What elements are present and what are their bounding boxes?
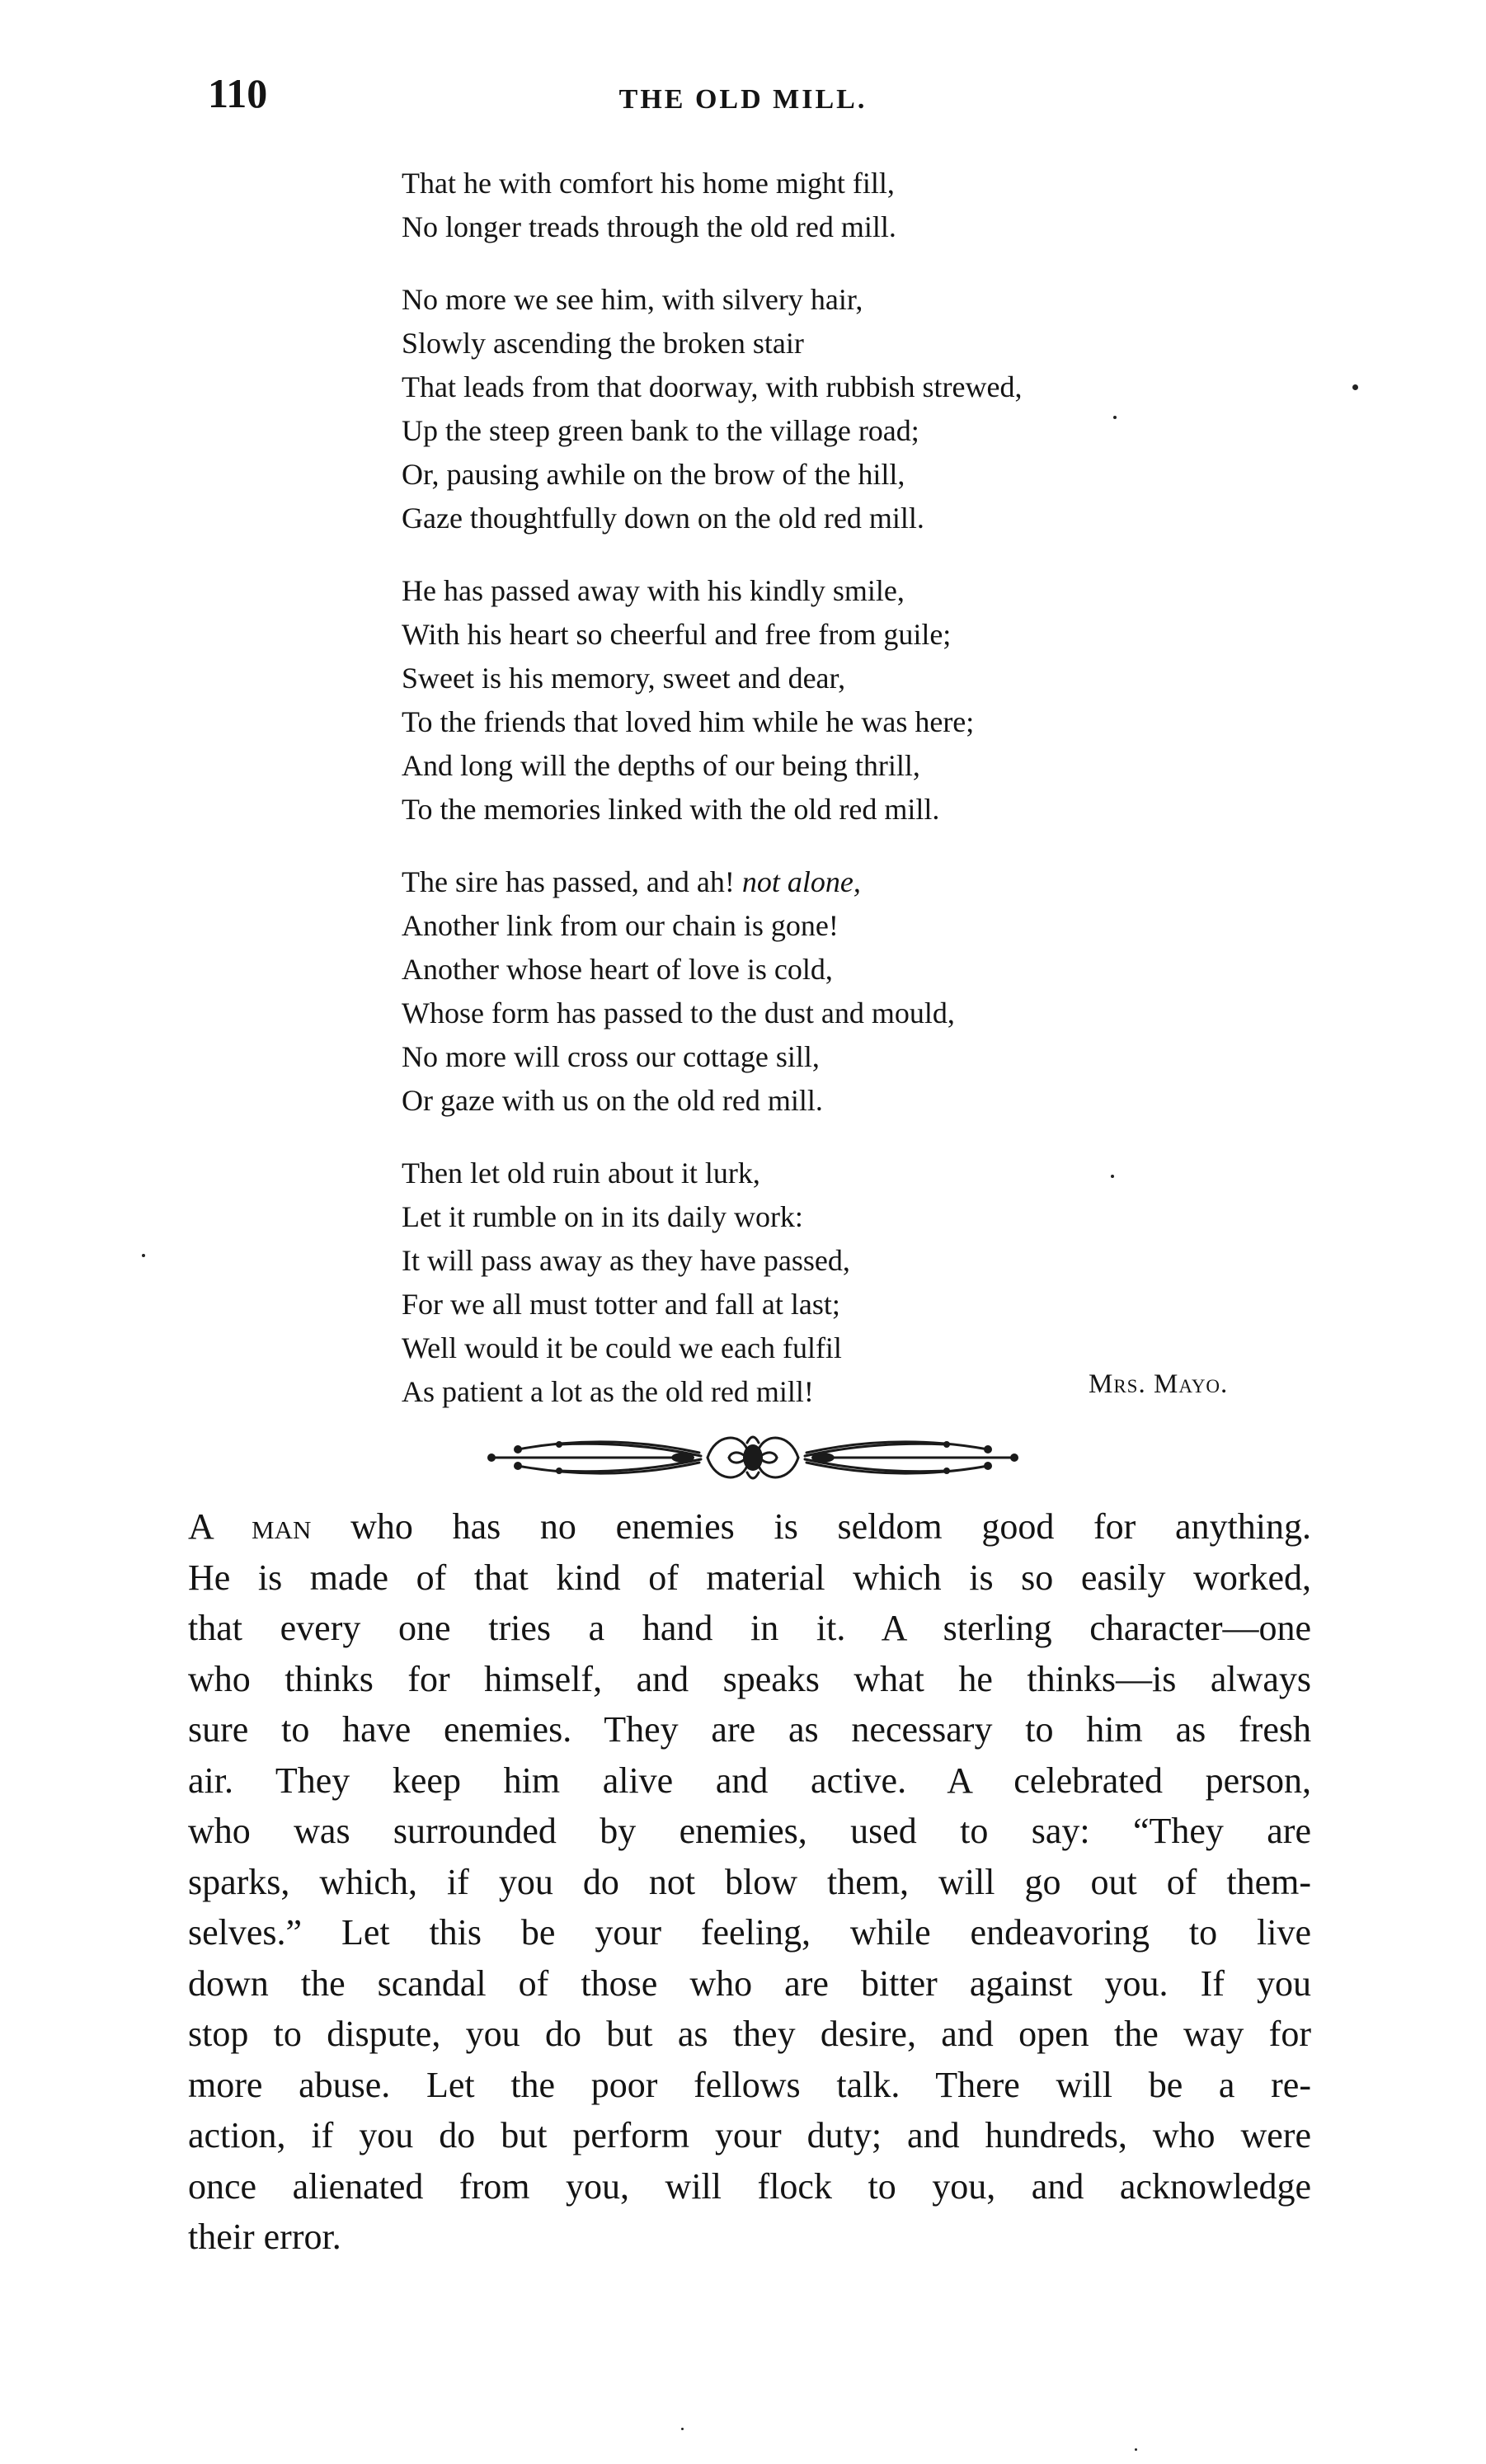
prose-line: down the scandal of those who are bitter against you. If you (188, 1962, 1311, 2004)
prose-line: once alienated from you, will flock to you, and acknowledge (188, 2165, 1311, 2207)
scan-speck (1135, 2448, 1137, 2451)
prose-line: more abuse. Let the poor fellows talk. There will be a re- (188, 2064, 1311, 2105)
poem-stanza-4 (402, 860, 1309, 1123)
poem-line: For we all must totter and fall at last; (402, 1288, 840, 1321)
poem (402, 162, 1309, 1414)
poem-line: Gaze thoughtfully down on the old red mill. (402, 502, 924, 535)
poem-line: To the memories linked with the old red mill. (402, 793, 940, 826)
poem-line (402, 860, 1309, 904)
poem-line: Then let old ruin about it lurk, (402, 1157, 760, 1190)
poem-line: That leads from that doorway, with rubbish strewed, (402, 370, 1023, 403)
poem-stanza-3 (402, 569, 1309, 832)
poem-line: And long will the depths of our being thrill, (402, 749, 920, 782)
poem-line: He has passed away with his kindly smile, (402, 574, 905, 607)
poem-italic-phrase: not alone, (741, 865, 861, 898)
prose-line-text: who has no enemies is seldom good for anything. (311, 1506, 1311, 1547)
scan-speck (1113, 416, 1117, 419)
poem-line: Another link from our chain is gone! (402, 909, 839, 942)
poem-line: Slowly ascending the broken stair (402, 327, 804, 360)
poem-line: No longer treads through the old red mill. (402, 210, 896, 243)
prose-line: who was surrounded by enemies, used to say: “They are (188, 1811, 1311, 1851)
scan-speck (1352, 384, 1358, 390)
ornament-divider-icon (485, 1425, 1021, 1491)
scan-speck (681, 2428, 684, 2430)
prose-line: He is made of that kind of material which is so easily worked, (188, 1557, 1311, 1598)
prose-line: action, if you do but perform your duty; and hundreds, who were (188, 2115, 1311, 2155)
running-head: THE OLD MILL. (618, 84, 868, 115)
poem-line: No more we see him, with silvery hair, (402, 283, 863, 316)
prose-line: stop to dispute, you do but as they desire, and open the way for (188, 2014, 1311, 2054)
poem-line: Or, pausing awhile on the brow of the hill, (402, 458, 905, 491)
poem-author: Mrs. Mayo. (1089, 1369, 1229, 1399)
prose-line: their error. (188, 2217, 341, 2257)
poem-stanza-1 (402, 162, 1309, 249)
poem-line: Well would it be could we each fulfil (402, 1331, 842, 1364)
prose-paragraph (188, 1501, 1311, 2263)
poem-line: To the friends that loved him while he was here; (402, 705, 975, 738)
prose-line: sparks, which, if you do not blow them, will go out of them- (188, 1861, 1311, 1902)
prose-line: who thinks for himself, and speaks what he thinks—is always (188, 1658, 1311, 1699)
prose-line (188, 1501, 1311, 1552)
scan-speck (1111, 1175, 1114, 1178)
poem-line: Another whose heart of love is cold, (402, 953, 833, 986)
poem-line: That he with comfort his home might fill, (402, 167, 895, 200)
poem-line: Or gaze with us on the old red mill. (402, 1084, 823, 1117)
poem-stanza-2 (402, 278, 1309, 540)
poem-line: It will pass away as they have passed, (402, 1244, 850, 1277)
poem-line: Up the steep green bank to the village road; (402, 414, 919, 447)
poem-line: Sweet is his memory, sweet and dear, (402, 662, 846, 695)
prose-line: sure to have enemies. They are as necessary to him as fresh (188, 1709, 1311, 1750)
prose-opening-small-caps: A man (188, 1506, 312, 1547)
poem-line: As patient a lot as the old red mill! (402, 1375, 814, 1408)
prose-line: selves.” Let this be your feeling, while endeavoring to live (188, 1912, 1311, 1953)
poem-line: Whose form has passed to the dust and mould, (402, 996, 955, 1029)
poem-line: No more will cross our cottage sill, (402, 1040, 820, 1073)
scan-speck (142, 1254, 145, 1257)
poem-line: With his heart so cheerful and free from guile; (402, 618, 952, 651)
page-number: 110 (208, 70, 268, 116)
poem-line: Let it rumble on in its daily work: (402, 1200, 803, 1233)
prose-line: that every one tries a hand in it. A sterling character—one (188, 1608, 1311, 1648)
poem-line-text: The sire has passed, and ah! (402, 865, 742, 898)
prose-line: air. They keep him alive and active. A celebrated person, (188, 1760, 1311, 1801)
